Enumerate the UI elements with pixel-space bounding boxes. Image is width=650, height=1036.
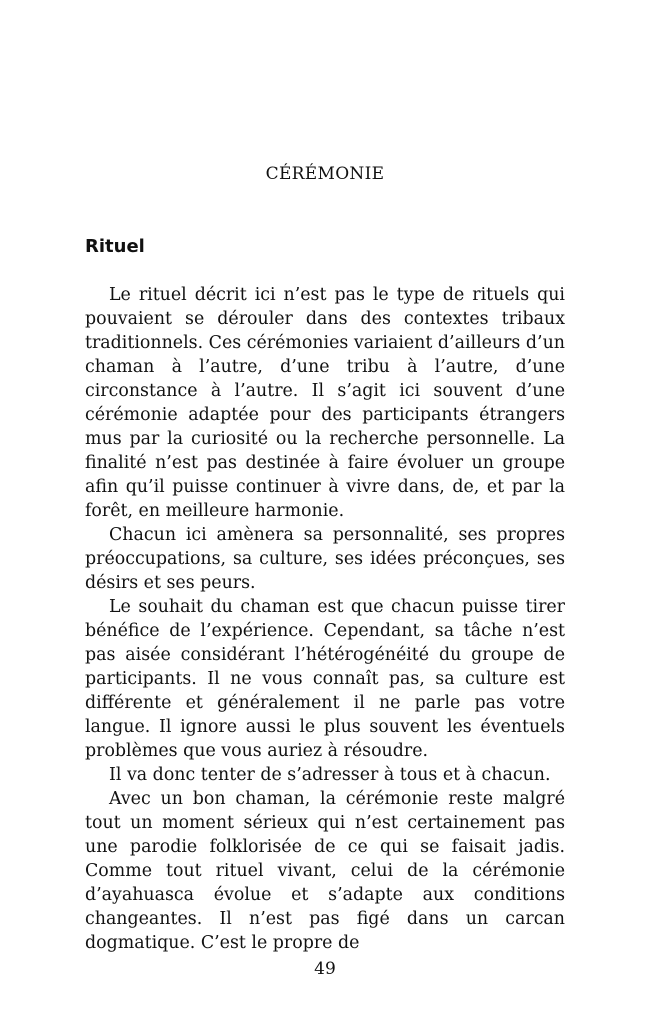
paragraph: Le souhait du chaman est que chacun puisse tirer bénéfice de l’expérience. Cependant, sa tâche n’est pas aisée considérant l’hétérogénéité du groupe de participants. Il ne vous connaît pas, sa culture est différente et généralement il ne parle pas votre langue. Il ignore aussi le plus souvent les éventuels problèmes que vous auriez à résoudre. — [85, 597, 565, 761]
running-title: CÉRÉMONIE — [265, 164, 385, 184]
paragraph: Chacun ici amènera sa personnalité, ses propres préoccupations, sa culture, ses idées préconçues, ses désirs et ses peurs. — [85, 525, 565, 593]
paragraph: Avec un bon chaman, la cérémonie reste malgré tout un moment sérieux qui n’est certainement pas une parodie folklorisée de ce qui se faisait jadis. Comme tout rituel vivant, celui de la cérémonie d’ayahuasca évolue et s’adapte aux conditions changeantes. Il n’est pas figé dans un carcan dogmatique. C’est le propre de — [85, 789, 565, 953]
page-number: 49 — [314, 959, 336, 979]
body-text — [85, 283, 565, 955]
section-heading: Rituel — [85, 236, 145, 257]
paragraph: Le rituel décrit ici n’est pas le type de rituels qui pouvaient se dérouler dans des contextes tribaux traditionnels. Ces cérémonies variaient d’ailleurs d’un chaman à l’autre, d’une tribu à l’autre, d’une circonstance à l’autre. Il s’agit ici souvent d’une cérémonie adaptée pour des participants étrangers mus par la curiosité ou la recherche personnelle. La finalité n’est pas destinée à faire évoluer un groupe afin qu’il puisse continuer à vivre dans, de, et par la forêt, en meilleure harmonie. — [85, 285, 565, 521]
paragraph: Il va donc tenter de s’adresser à tous et à chacun. — [109, 765, 551, 785]
